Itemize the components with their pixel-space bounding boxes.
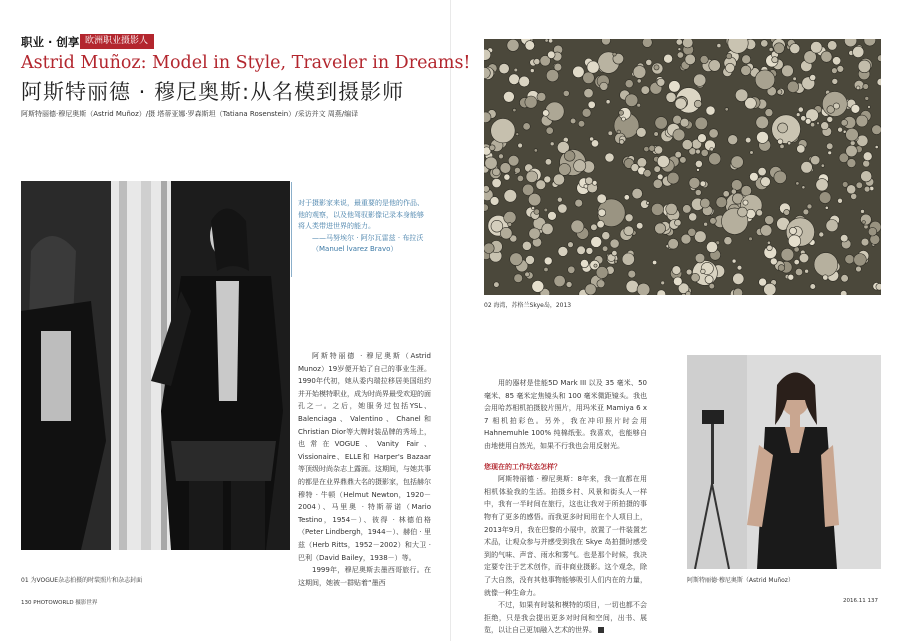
section-label: 职业 · 创享 [21, 35, 80, 49]
body-paragraph: 用的器材是佳能5D Mark III 以及 35 毫米、50 毫米、85 毫米定焦镜头和 100 毫米微距镜头。我也会用哈苏相机拍摄胶片照片，用玛米亚 Mamiya 6 x 7 相机拍彩色。另外，我在冲印照片时会用 Hahnemuhle 100% 纯棉纸张。我喜欢，也能够自由地使用自然光，如果不行我也会用反射光。 [484, 379, 647, 450]
folio-right: 2016.11 137 [843, 598, 878, 604]
body-paragraph: 阿斯特丽德 · 穆尼奥斯：8年来，我一直都在用相机体验我的生活。拍摄乡村、风景和街头人一样中，我有一半时间在旅行，这也让我对于所拍摄的事物有了更多的感悟。而我更多时间用在个人项目上，2013年9月，我在巴黎的小展中，放置了一件装置艺术品，让观众参与并感受到我在 Skye 岛拍摄时感受到的气味、声音、雨水和雾气。也是那个时候，我决定要专注于艺术创作，而非商业摄影。这个观念，除了大自然，没有其他事物能够吸引人们内在的力量，就像一种生命力。 [484, 475, 647, 597]
pull-quote [298, 198, 429, 256]
caption-main-photo: 01 为VOGUE杂志拍摄的时装照片和杂志封面 [21, 577, 143, 584]
page-gutter [450, 0, 451, 641]
portrait-photo [687, 355, 881, 569]
interview-question: 您现在的工作状态怎样？ [484, 462, 561, 471]
body-column-right [484, 377, 647, 637]
body-paragraph [484, 599, 647, 637]
main-photo-model-mirror [21, 181, 290, 550]
article-title-chinese: 阿斯特丽德 · 穆尼奥斯:从名模到摄影师 [21, 80, 405, 104]
body-paragraph: 1999年，穆尼奥斯去墨西哥旅行。在这期间，她被一群贴着“墨西 [298, 566, 431, 587]
article-title-english: Astrid Muñoz: Model in Style, Traveler in Dreams! [21, 53, 471, 73]
subsection-badge: 欧洲职业摄影人 [80, 34, 154, 49]
body-paragraph-text: 不过，如果有时装和模特的项目，一切也都不会拒绝，只是我会提出更多对时间和空间，出书、展览，以让自己更加融入艺术的世界。 [484, 601, 647, 635]
end-of-article-mark [598, 627, 604, 633]
pull-quote-attribution: ——马努埃尔 · 阿尔瓦雷兹 · 布拉沃（Manuel lvarez Bravo） [312, 233, 424, 253]
article-byline: 阿斯特丽德·穆尼奥斯（Astrid Muñoz）/摄 塔蒂亚娜·罗森斯坦（Tatiana Rosenstein）/采访并文 周燕/编译 [21, 110, 359, 118]
caption-barnacles-photo: 02 海湾，苏格兰Skye岛，2013 [484, 302, 572, 309]
body-column-left [298, 350, 431, 589]
folio-left: 130 PHOTOWORLD 摄影世界 [21, 600, 98, 606]
quote-rule [291, 182, 292, 277]
body-paragraph: 阿斯特丽德 · 穆尼奥斯（Astrid Munoz）19岁便开始了自己的事业生涯。1990年代初，她从委内瑞拉移居美国纽约并开始模特职业，成为时尚界最受欢迎的面孔之一。之后，她服务过包括YSL、Balenciaga、Valentino、Chanel和Christian Dior等大牌时装品牌的秀场上，也常在VOGUE、Vanity Fair、Vissionaire、ELLE和 Harper's Bazaar等顶级时尚杂志上露面。这期间，与她共事的都是在业界鼎鼎大名的摄影家，包括赫尔穆特 · 牛顿（Helmut Newton，1920－2004）、马里奥 · 特斯蒂诺（Mario Testino，1954－）、彼得 · 林德伯格（Peter Lindbergh，1944－）、赫伯 · 里兹（Herb Ritts，1952－2002）和大卫 · 巴利（David Bailey，1938－）等。 [298, 352, 431, 562]
barnacles-photo [484, 39, 881, 295]
caption-portrait-photo: 阿斯特丽德·穆尼奥斯（Astrid Muñoz） [687, 577, 794, 584]
pull-quote-text: 对于摄影家来说，最重要的是他的作品、他的观察，以及他驾驭影像记录本身能够将人类带进世界的能力。 [298, 199, 424, 230]
